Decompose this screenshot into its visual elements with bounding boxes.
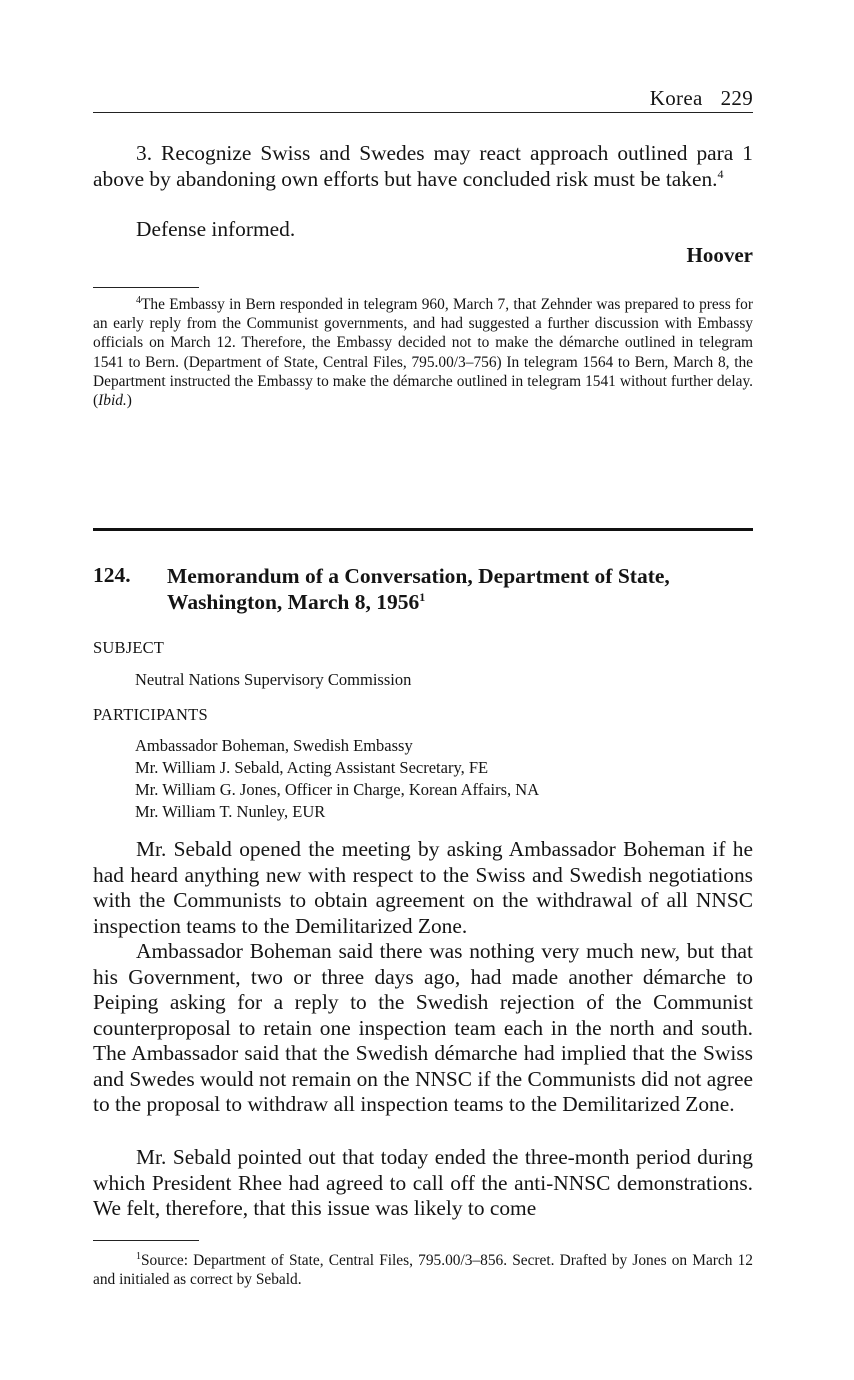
section-rule bbox=[93, 528, 753, 531]
footnote-ref-1: 1 bbox=[419, 590, 426, 604]
participants-label: PARTICIPANTS bbox=[93, 705, 208, 724]
body-paragraph: Mr. Sebald opened the meeting by asking Ambassador Boheman if he had heard anything new with respect to the Swiss and Swedish negotiations with the Communists to obtain agreement on the withdrawal of all NNSC inspection teams to the Demilitarized Zone. bbox=[93, 837, 753, 938]
running-head bbox=[93, 86, 753, 111]
document-title: Memorandum of a Conversation, Department of State, Washington, March 8, 1956$^1$ bbox=[167, 564, 670, 614]
participant: Ambassador Boheman, Swedish Embassy bbox=[135, 736, 413, 755]
subject-label: SUBJECT bbox=[93, 638, 165, 657]
defense-informed: Defense informed. bbox=[136, 217, 296, 241]
document-number: 124. bbox=[93, 563, 131, 587]
participant: Mr. William T. Nunley, EUR bbox=[135, 802, 326, 821]
footnote-rule bbox=[93, 287, 199, 288]
body-paragraph: Ambassador Boheman said there was nothing very much new, but that his Government, two or three days ago, had made another démarche to Peiping asking for a reply to the Swedish rejection of the Communist counterproposal to retain one inspection team each in the north and south. The Ambassador said that the Swedish démarche had implied that the Swiss and Swedes would not remain on the NNSC if the Communists did not agree to the proposal to withdraw all inspection teams to the Demilitarized Zone. bbox=[93, 939, 753, 1116]
participant: Mr. William J. Sebald, Acting Assistant Secretary, FE bbox=[135, 758, 489, 777]
footnote-1: $^1$Source: Department of State, Central Files, 795.00/3–856. Secret. Drafted by Jones on March 12 and initialed as correct by Sebald. bbox=[93, 1251, 753, 1289]
header-rule bbox=[93, 112, 753, 113]
ibid: Ibid. bbox=[98, 392, 127, 410]
body-paragraph: Mr. Sebald pointed out that today ended the three-month period during which President Rhee had agreed to call off the anti-NNSC demonstrations. We felt, therefore, that this issue was likely to come bbox=[93, 1145, 753, 1220]
footnote-ref-4: 4 bbox=[717, 166, 724, 181]
footnote-4: $^4$The Embassy in Bern responded in telegram 960, March 7, that Zehnder was prepared to press for an early reply from the Communist governments, and had suggested a further discussion with Embassy officials on March 12. Therefore, the Embassy decided not to make the démarche outlined in telegram 1541 to Bern. (Department of State, Central Files, 795.00/3–756) In telegram 1564 to Bern, March 8, the Department instructed the Embassy to make the démarche outlined in telegram 1541 without further delay. (Ibid.) bbox=[93, 295, 753, 410]
signature: Hoover bbox=[686, 243, 753, 267]
footnote-mark-1: 1 bbox=[136, 1251, 141, 1262]
subject-text: Neutral Nations Supervisory Commission bbox=[135, 670, 412, 689]
page-number: 229 bbox=[720, 86, 753, 110]
footnote-rule bbox=[93, 1240, 199, 1241]
participant: Mr. William G. Jones, Officer in Charge, Korean Affairs, NA bbox=[135, 780, 540, 799]
paragraph-3: 3. Recognize Swiss and Swedes may react approach outlined para 1 above by abandoning own efforts but have concluded risk must be taken.$^4$ bbox=[93, 141, 753, 191]
footnote-mark-4: 4 bbox=[136, 295, 141, 306]
running-title: Korea bbox=[649, 86, 703, 110]
